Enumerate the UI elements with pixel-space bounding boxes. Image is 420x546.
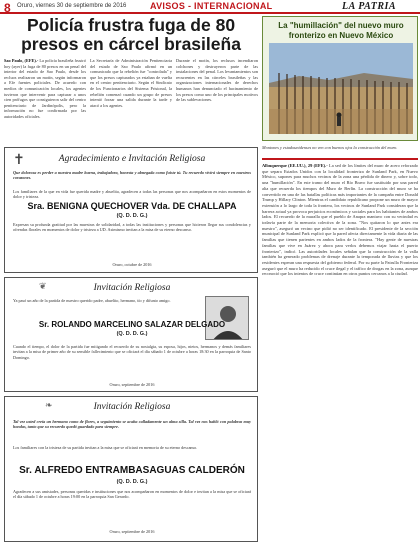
article-column-3 xyxy=(176,58,258,142)
deceased-rip: (Q. D. D. G.) xyxy=(116,213,148,219)
article-text-3: Durante el motín, los reclusos incendiaron colchones y destruyeron parte de las instalaciones del penal. Los levantamientos son recurrentes en las cárceles brasileñas y las organizaciones internacionales de derechos humanos han denunciado el hacinamiento de los presos como uno de los principales motivos de las sublevaciones. xyxy=(176,58,258,103)
notice-text: Los familiares de la que en vida fue querida madre y abuelita, agradecen a todas las personas que nos acompañaron en estos momentos de dolor y tristeza. xyxy=(13,189,251,200)
notice-alfredo-entrambasaguas xyxy=(4,396,258,542)
notice-place-date: Oruro, octubre de 2016 xyxy=(112,262,152,267)
section-title: AVISOS - INTERNACIONAL xyxy=(150,1,273,11)
notice-text-2: Expresan su profunda gratitud por las muestras de solidaridad, a todas las instituciones y personas que hicieron llegar sus condolencias y ofrendas florales en momentos de dolor y tristeza a UD. Asimismo invitan a la misa de su eterno descanso. xyxy=(13,222,251,233)
notice-benigna-quechover xyxy=(4,147,258,273)
deceased-name: Sra. BENIGNA QUECHOVER Vda. DE CHALLAPA xyxy=(27,201,237,211)
deceased-rip: (Q. D. D. G.) xyxy=(116,479,148,485)
border-wall-illustration xyxy=(269,43,413,134)
notice-rolando-salazar xyxy=(4,277,258,392)
deceased-name: Sr. ROLANDO MARCELINO SALAZAR DELGADO xyxy=(38,320,226,329)
notice-title: Invitación Religiosa xyxy=(93,283,171,293)
notice-title: Invitación Religiosa xyxy=(93,402,171,412)
notice-verse: Que dolorosa es perder a nuestra madre buena, trabajadora, honesta y abnegada como fuiste tú. Tu recuerdo vivirá siempre en nuestros corazones. xyxy=(13,170,251,181)
notice-text: Los familiares con la tristeza de su partida invitan a la misa que se oficiará en memoria de su eterno descanso. xyxy=(13,445,198,450)
page-header xyxy=(0,0,420,14)
article-text-1: La policía brasileña frustró hoy (ayer) la fuga de 80 presos en un penal del interior del estado de Sao Paulo, desde los recluos realizaron un motín, según informaron a Efe fuentes policiales. De acuerdo con medios de comunicación locales, los agentes tuvieron que intervenir para capturar a unos cien prófugos que consiguieron salir del centro penitenciario de Jardinópolis, pero la información no fue confirmada por las autoridades oficiales. xyxy=(4,58,86,119)
sidebar-body: La sed de los límites del muro de acero reforzado que separa Estados Unidos con la localidad fronteriza de Sunland Park, en Nuevo México, supones para muchos vecinos de la zona una pérdida de dinero y, sobre todo, una "humillación". En este tramo del muro el Río Bravo fue sustituido por una pared alta que recuerda los tiempos del Muro de Berlín. La construcción del muro se ha convertido en una de las batallas políticas más importantes de la campaña entre Donald Trump y Hillary Clinton. Mientras el candidato republicano propone un muro de mayor extensión a lo largo de toda la frontera, los vecinos de Sunland Park consideran que la barrera actual ya provoca perjuicios económicos y sociales para los habitantes de ambos lados. El recuerdo de la muralla que el pueblo de Anapra mantuvo con su vecindad es todavía parte de la memoria colectiva de la zona. "Nos quitaron lo que antes era nuestro", aseguró un vecino que pidió no ser identificado. El presidente de la sección municipal de Sunland Park explicó que la pared afecta directamente la vida diaria de las familias que tienen parientes en ambos lados de la frontera. "Hay gente de nuestras familias que vive en Juárez y ahora para verlos debemos viajar hasta el puerto fronterizo", indicó. Las autoridades locales señalan que la construcción de la valla también ha generado problemas de drenaje durante la temporada de lluvias y que los residentes esperan una respuesta del gobierno federal. Por su parte la Patrulla Fronteriza aseguró que el muro ha reducido el cruce ilegal y el tráfico de drogas en la zona, aunque reconoció que los intentos de cruce continúan en otros puntos cercanos a la ciudad. xyxy=(262,163,418,277)
sidebar-photo-box xyxy=(262,16,418,141)
border-wall-photo xyxy=(269,43,413,134)
ornament-icon: ❦ xyxy=(39,282,47,292)
sidebar-dateline: Albuquerque (EE.UU.), 29 (EFE).- xyxy=(262,163,328,168)
cross-icon: ✝ xyxy=(13,152,25,168)
sidebar-caption: Montones y estadounidenses no ven con buenos ojos la construcción del muro. xyxy=(262,145,398,150)
notice-text: Cuando el tiempo, el dolor de la partida fue mitigando el recuerdo de su nostalgia, su esposa, hijos, nietos, hermanos y demás familiares invitan a la misa de primer año de su sensible fallecimiento que se oficiará el día sábado 1 de octubre a horas 18:30 en la parroquia de Santo Domingo. xyxy=(13,344,251,360)
notice-place-date: Oruro, septiembre de 2016 xyxy=(109,529,155,534)
notice-title: Agradecimiento e Invitación Religiosa xyxy=(58,154,206,164)
article-column-1 xyxy=(4,58,86,142)
sidebar-article xyxy=(262,163,418,543)
article-dateline: Sao Paulo, (EFE).- xyxy=(4,58,39,63)
deceased-name: Sr. ALFREDO ENTRAMBASAGUAS CALDERÓN xyxy=(19,465,245,476)
sidebar-divider xyxy=(262,158,418,160)
ornament-icon: ❧ xyxy=(45,401,53,411)
notice-text-2: Agradecen a sus amistades, personas queridas e instituciones que nos acompañaron en momentos de dolor e invitan a la misa que se oficiará el día sábado 1 de octubre a horas 19:00 en la parroquia San Gerardo. xyxy=(13,489,251,500)
notice-place-date: Oruro, septiembre de 2016 xyxy=(109,382,155,387)
article-headline: Policía frustra fuga de 80 presos en cárcel brasileña xyxy=(21,15,241,54)
article-column-2 xyxy=(90,58,172,142)
notice-verse: Ya pasó un año de la partida de nuestro querido padre, abuelito, hermano, tío y difunto amigo. xyxy=(13,298,171,303)
deceased-rip: (Q. D. D. G.) xyxy=(116,331,148,337)
sidebar-title: La "humillación" del nuevo muro fronterizo en Nuevo México xyxy=(278,21,404,40)
article-text-2: La Secretaría de Administración Penitenciaria del estado de Sao Paulo afirmó en un comunicado que la rebelión fue "controlada" y que los presos capturados ya estaban de vuelta en el centro penitenciario. Según el Sindicato de los Funcionarios del Sistema Prisional, la rebelión comenzó cuando un grupo de presos intentó forzar una salida durante la tarde y atacó a los agentes. xyxy=(90,58,172,108)
notice-verse: Tal vez usted creía un hermano como de flores, a seguimiento se acaba calladamente un alma silla. Tal vez nos habló con palabras muy hondas, tanto que su recuerdo quedó guardado para siempre. xyxy=(13,419,251,430)
issue-date: Oruro, viernes 30 de septiembre de 2016 xyxy=(17,3,127,9)
newspaper-name: LA PATRIA xyxy=(342,1,397,12)
page-number: 8 xyxy=(4,1,11,15)
